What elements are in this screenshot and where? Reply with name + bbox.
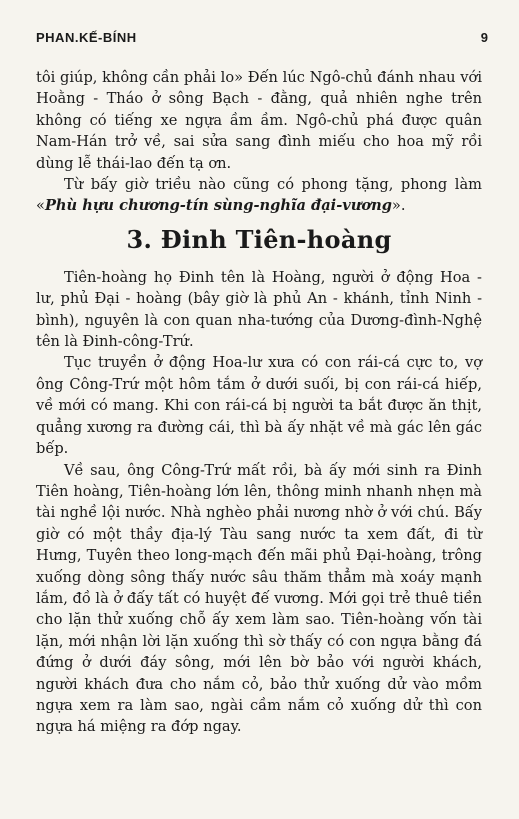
paragraph-text-after: ». (391, 197, 406, 215)
paragraph-text-before: Từ bấy giờ triều nào cũng có phong tặng, phong làm « (36, 176, 482, 215)
section-paragraph: Về sau, ông Công-Trứ mất rồi, bà ấy mới sinh ra Đinh Tiên hoàng, Tiên-hoàng lớn lên, thông minh nhanh nhẹn mà tài nghề lội nước. Nhà nghèo phải nương nhờ ở với chú. Bấy giờ có một thầy địa-lý Tàu sang nước ta xem đất, đi từ Hưng, Tuyên theo long-mạch đến mãi phủ Đại-hoàng, trông xuống dòng sông thấy nước sâu thăm thẳm mà xoáy mạnh lắm, đồ là ở đấy tất có huyệt đế vương. Mới gọi trẻ thuê tiền cho lặn thử xuống chỗ ấy xem làm sao. Tiên-hoàng vốn tài lặn, mới nhận lời lặn xuống thì sờ thấy có con ngựa bằng đá đứng ở dưới đáy sông, mới lên bờ bảo với người khách, người khách đưa cho nắm cỏ, bảo thử xuống dử vào mồm ngựa xem ra làm sao, ngài cầm nắm cỏ xuống dử thì con ngựa há miệng ra đớp ngay. (36, 461, 482, 736)
section-paragraph: Tiên-hoàng họ Đinh tên là Hoàng, người ở động Hoa - lư, phủ Đại - hoàng (bây giờ là phủ An - khánh, tỉnh Ninh - bình), nguyên là con quan nha-tướng của Dương-đình-Nghệ tên là Đinh-công-Trứ. (36, 268, 482, 351)
paragraph-title-grant (36, 174, 482, 217)
honorific-title: Phù hựu chương-tín sùng-nghĩa đại-vương (44, 197, 392, 215)
section-paragraph: Tục truyền ở động Hoa-lư xưa có con rái-cá cực to, vợ ông Công-Trứ một hôm tắm ở dưới suối, bị con rái-cá hiếp, về mới có mang. Khi con rái-cá bị người ta bắt được ăn thịt, quẳng xương ra đường cái, thì bà ấy nhặt về mà gác lên gác bếp. (36, 354, 482, 458)
running-head: PHAN.KẾ-BÍNH (36, 30, 137, 45)
page-body (36, 67, 482, 738)
page-number: 9 (480, 30, 488, 45)
paragraph-continued: tôi giúp, không cần phải lo» Đến lúc Ngô-chủ đánh nhau với Hoằng - Tháo ở sông Bạch - đằng, quả nhiên nghe trên không có tiếng xe ngựa ầm ầm. Ngô-chủ phá được quân Nam-Hán trở về, sai sửa sang đình miếu cho hoa mỹ rồi dùng lễ thái-lao đến tạ ơn. (36, 69, 482, 172)
section-heading: 3. Đinh Tiên-hoàng (126, 224, 392, 254)
page-header (36, 30, 488, 52)
